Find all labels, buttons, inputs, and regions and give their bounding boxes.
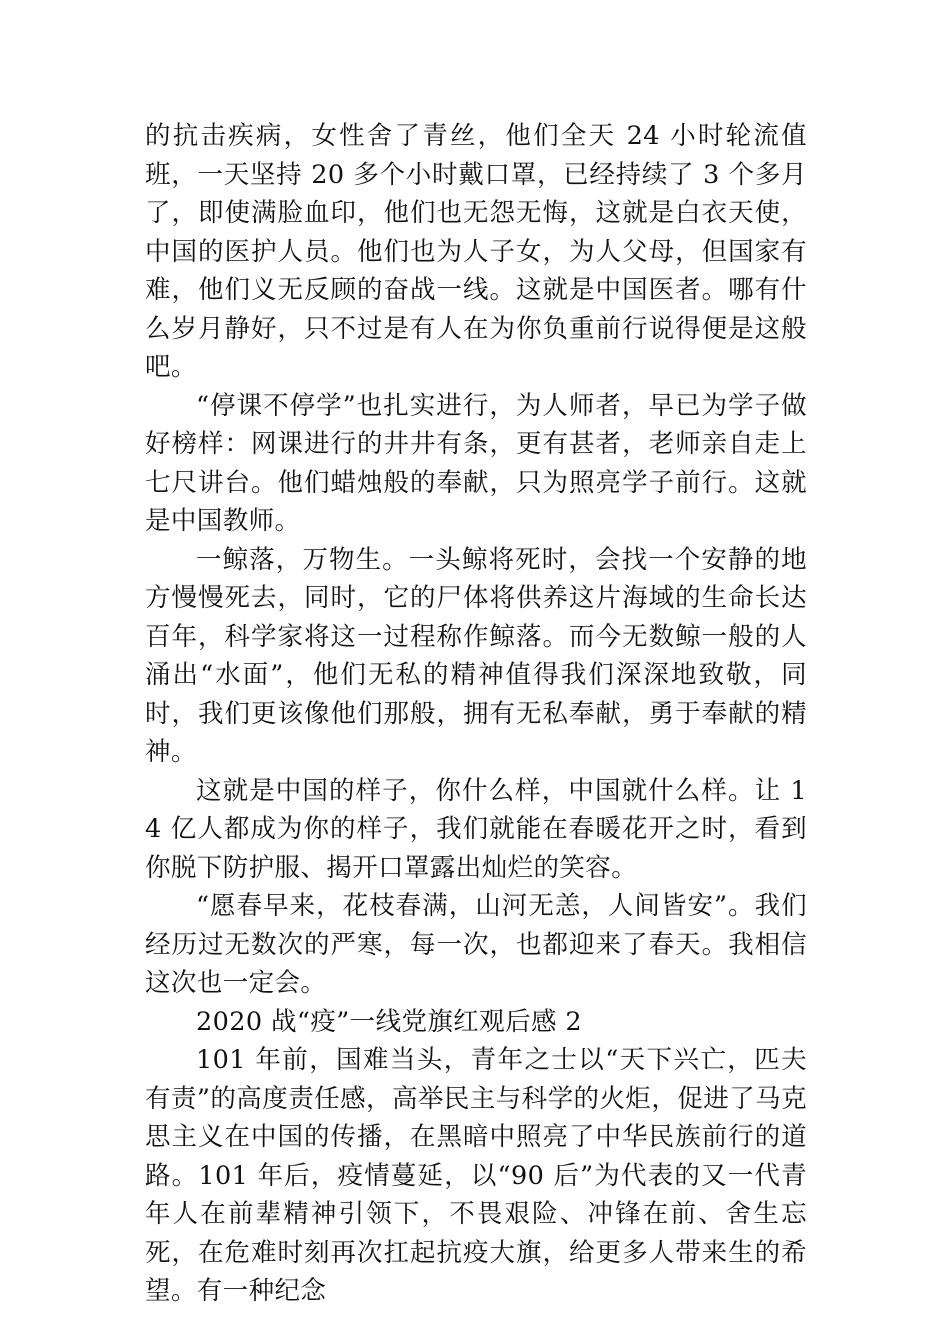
paragraph-7: 101 年前，国难当头，青年之士以“天下兴亡，匹夫有责”的高度责任感，高举民主与科学的火炬，促进了马克思主义在中国的传播，在黑暗中照亮了中华民族前行的道路。101 年后，疫情蔓延，以“90 后”为代表的又一代青年人在前辈精神引领下，不畏艰险、冲锋在前、舍生忘死，在危难时刻再次扛起抗疫大旗，给更多人带来生的希望。有一种纪念 — [145, 1045, 807, 1306]
paragraph-1: 的抗击疾病，女性舍了青丝，他们全天 24 小时轮流值班，一天坚持 20 多个小时戴口罩，已经持续了 3 个多月了，即使满脸血印，他们也无怨无悔，这就是白衣天使，中国的医护人员。他们也为人子女，为人父母，但国家有难，他们义无反顾的奋战一线。这就是中国医者。哪有什么岁月静好，只不过是有人在为你负重前行说得便是这般吧。 — [145, 121, 807, 382]
paragraph-3: 一鲸落，万物生。一头鲸将死时，会找一个安静的地方慢慢死去，同时，它的尸体将供养这片海域的生命长达百年，科学家将这一过程称作鲸落。而今无数鲸一般的人涌出“水面”，他们无私的精神值得我们深深地致敬，同时，我们更该像他们那般，拥有无私奉献，勇于奉献的精神。 — [145, 544, 807, 767]
paragraph-4: 这就是中国的样子，你什么样，中国就什么样。让 14 亿人都成为你的样子，我们就能在春暖花开之时，看到你脱下防护服、揭开口罩露出灿烂的笑容。 — [145, 775, 807, 883]
paragraph-5: “愿春早来，花枝春满，山河无恙，人间皆安”。我们经历过无数次的严寒，每一次，也都迎来了春天。我相信这次也一定会。 — [145, 891, 807, 998]
section-heading: 2020 战“疫”一线党旗红观后感 2 — [196, 1006, 583, 1037]
body-text — [145, 117, 807, 1311]
paragraph-2: “停课不停学”也扎实进行，为人师者，早已为学子做好榜样：网课进行的井井有条，更有甚者，老师亲自走上七尺讲台。他们蜡烛般的奉献，只为照亮学子前行。这就是中国教师。 — [145, 390, 807, 536]
